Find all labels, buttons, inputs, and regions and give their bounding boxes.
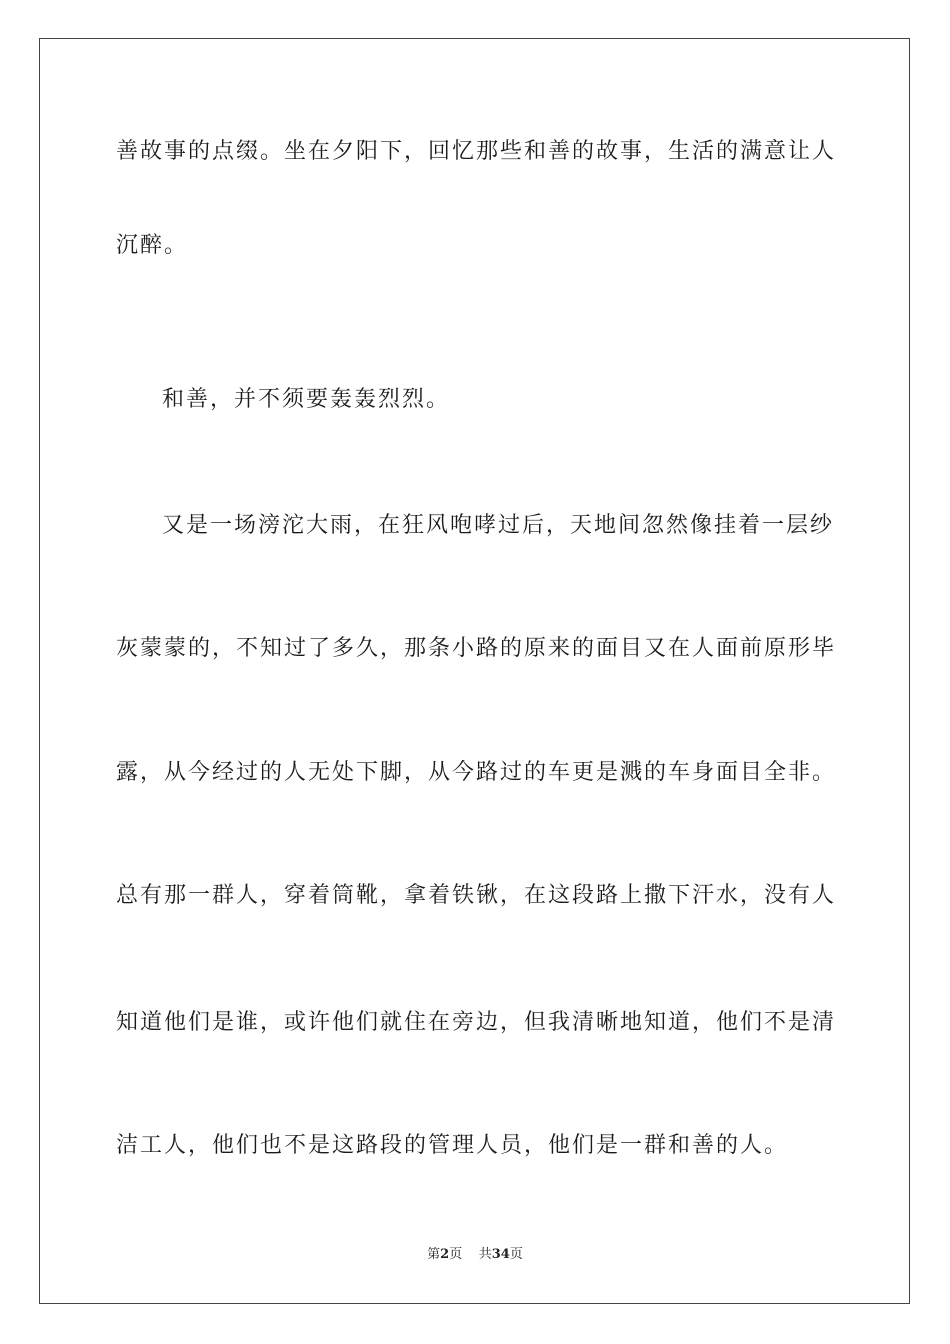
footer-page-number: 2: [440, 1247, 450, 1262]
body-line-3: 和善，并不须要轰轰烈烈。: [162, 387, 451, 412]
footer-page-suffix: 页: [449, 1247, 463, 1262]
footer-total-suffix: 页: [509, 1247, 523, 1262]
page-border: [39, 38, 910, 1304]
body-line-4: 又是一场滂沱大雨，在狂风咆哮过后，天地间忽然像挂着一层纱: [162, 513, 835, 538]
page-footer: [0, 1246, 950, 1264]
footer-page-prefix: 第: [427, 1247, 441, 1262]
footer-total-number: 34: [491, 1247, 510, 1262]
body-line-7: 总有那一群人，穿着筒靴，拿着铁锹，在这段路上撒下汗水，没有人: [116, 883, 837, 908]
body-line-8: 知道他们是谁，或许他们就住在旁边，但我清晰地知道，他们不是清: [116, 1010, 837, 1035]
body-line-2: 沉醉。: [116, 233, 189, 258]
body-line-5: 灰蒙蒙的，不知过了多久，那条小路的原来的面目又在人面前原形毕: [116, 636, 837, 661]
body-line-9: 洁工人，他们也不是这路段的管理人员，他们是一群和善的人。: [116, 1133, 789, 1158]
body-line-1: 善故事的点缀。坐在夕阳下，回忆那些和善的故事，生活的满意让人: [116, 139, 837, 164]
footer-total-prefix: 共: [478, 1247, 492, 1262]
body-line-6: 露，从今经过的人无处下脚，从今路过的车更是溅的车身面目全非。: [116, 760, 837, 785]
